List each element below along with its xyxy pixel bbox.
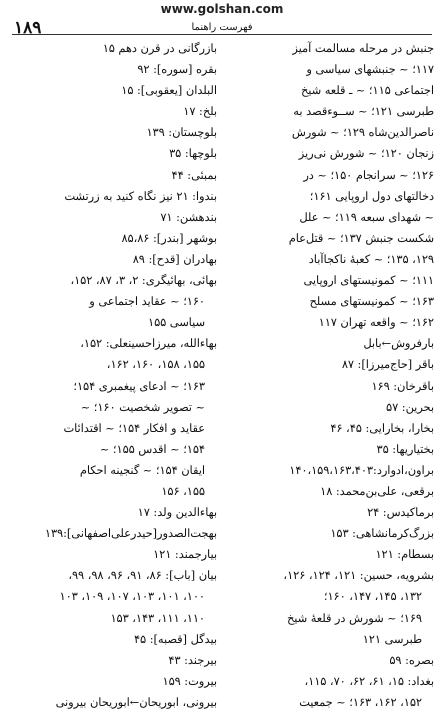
index-entry-line: ۱۶۲؛ ~ واقعه تهران ۱۱۷ — [318, 316, 434, 330]
index-entry-line: بزرگ‌کرمانشاهی: ۱۵۳ — [330, 527, 434, 541]
index-entry-line: ۱۵۴؛ ~ اقدس ۱۵۵؛ ~ — [99, 442, 205, 456]
index-entry-line: زنجان ۱۲۰؛ ~ شورش نی‌ریز — [298, 147, 434, 161]
index-entry-line: بقره [سوره]: ۹۲ — [137, 63, 217, 77]
index-column-right — [227, 38, 434, 720]
index-entry-line: ۱۱۰، ۱۱۱، ۱۴۳، ۱۵۳ — [110, 611, 205, 625]
index-entry-line: بشرویه، حسین: ۱۲۱، ۱۲۴، ۱۲۶، — [283, 569, 434, 583]
index-entry-line: ایقان ۱۵۴؛ ~ گنجینه احکام — [79, 463, 205, 477]
index-entry-line: ۱۵۲، ۱۶۲، ۱۶۳؛ ~ جمعیت — [299, 695, 422, 709]
header-rule — [12, 34, 432, 35]
index-entry-line: ناصرالدین‌شاه ۱۲۹؛ ~ شورش — [291, 126, 434, 140]
index-entry-line: طبرسی ۱۲۱ — [362, 632, 422, 646]
index-entry-line: البلدان [یعقوبی]: ۱۵ — [121, 84, 217, 98]
index-entry-line: اجتماعی ۱۱۵؛ ~ ـ قلعه شیخ — [300, 84, 434, 98]
index-entry-line: ۱۵۵، ۱۵۸، ۱۶۰، ۱۶۲، — [106, 358, 205, 372]
index-entry-line: سیاسی ۱۵۵ — [148, 316, 205, 330]
index-entry-line: بختیاریها: ۳۵ — [376, 442, 434, 456]
index-entry-line: باقر [حاج‌میرزا]: ۸۷ — [341, 358, 434, 372]
index-entry-line: ۱۵۵، ۱۵۶ — [161, 484, 205, 498]
index-entry-line: بسطام: ۱۲۱ — [375, 548, 434, 562]
index-entry-line: بمبئی: ۴۴ — [171, 168, 217, 182]
index-entry-line: ~ شهدای سبعه ۱۱۹؛ ~ علل — [299, 210, 434, 224]
index-entry-line: بهادران [قدح]: ۸۹ — [132, 252, 217, 266]
index-entry-line: دخالتهای دول اروپایی ۱۶۱؛ — [309, 189, 434, 203]
index-entry-line: بلخ: ۱۷ — [183, 105, 217, 119]
index-entry-line: بیان [باب]: ۸۶، ۹۱، ۹۶، ۹۸، ۹۹، — [68, 569, 217, 583]
index-entry-line: بلوچها: ۳۵ — [169, 147, 217, 161]
index-entry-line: برقعی، علی‌بن‌محمد: ۱۸ — [320, 484, 434, 498]
index-entry-line: ۱۲۶؛ ~ سرانجام ۱۵۰؛ ~ در — [303, 168, 434, 182]
index-column-left — [10, 38, 217, 720]
index-entry-line: بیدگل [قصبه]: ۴۵ — [133, 632, 217, 646]
index-entry-line: ۱۱۱؛ ~ کمونیستهای اروپایی — [303, 274, 434, 288]
index-entry-line: بهائی، بهائیگری: ۲، ۳، ۸۷، ۱۵۲، — [70, 274, 217, 288]
index-entry-line: بیرجند: ۴۳ — [168, 653, 217, 667]
index-entry-line: طبرسی ۱۲۱؛ ~ ســوءقصد به — [293, 105, 434, 119]
index-entry-line: براون،ادوارد:۱۴۰،۱۵۹،۱۶۳،۴۰۳ — [289, 463, 434, 477]
index-entry-line: ۱۳۲، ۱۴۵، ۱۴۷، ۱۶۰؛ — [323, 590, 422, 604]
index-entry-line: بصره: ۵۹ — [389, 653, 434, 667]
source-url: www.golshan.com — [160, 2, 284, 16]
index-entry-line: بیارجمند: ۱۲۱ — [153, 548, 217, 562]
index-entry-line: بهاءالدین ولد: ۱۷ — [137, 506, 217, 520]
index-entry-line: شکست جنبش ۱۳۷؛ ~ قتل‌عام — [288, 231, 434, 245]
index-entry-line: بارفروش←بابل — [363, 337, 434, 351]
index-entry-line: بیرونی، ابوریحان←ابوریحان بیرونی — [55, 695, 217, 709]
index-entry-line: بهجت‌الصدور[حیدرعلی‌اصفهانی]:۱۳۹ — [44, 527, 217, 541]
index-entry-line: بیروت: ۱۵۹ — [162, 674, 217, 688]
index-entry-line: بندهشن: ۷۱ — [160, 210, 217, 224]
index-entry-line: ۱۰۰، ۱۰۱، ۱۰۳، ۱۰۷، ۱۰۹، ۱۰۳ — [59, 590, 205, 604]
index-columns — [10, 38, 434, 720]
index-entry-line: ۱۶۳؛ ~ کمونیستهای مسلح — [309, 295, 434, 309]
index-entry-line: بوشهر [بندر]: ۸۵،۸۶ — [121, 231, 217, 245]
running-head: فهرست راهنما — [191, 22, 253, 33]
index-entry-line: ۱۱۷؛ ~ جنبشهای سیاسی و — [306, 63, 434, 77]
index-entry-line: باقرخان: ۱۶۹ — [371, 379, 434, 393]
index-entry-line: جنبش در مرحله مسالمت آمیز — [292, 42, 434, 55]
index-entry-line: بندوا: ۲۱ نیز نگاه کنید به زرتشت — [64, 189, 217, 203]
index-entry-line: برماکیدس: ۲۴ — [367, 506, 434, 520]
index-entry-line: عقاید و افکار ۱۵۴؛ ~ اقتدائات — [63, 421, 205, 435]
index-entry-line: بغداد: ۱۵، ۶۱، ۶۲، ۷۰، ۱۱۵، — [304, 674, 434, 688]
index-entry-line: بهاءالله، میرزاحسینعلی: ۱۵۲، — [80, 337, 217, 351]
index-entry-line: بحرین: ۵۷ — [386, 400, 434, 414]
index-entry-line: ۱۲۹، ۱۳۵؛ ~ کعبهٔ ناکجاآباد — [308, 252, 434, 266]
index-entry-line: بخارا، بخارایی: ۴۵، ۴۶ — [330, 421, 434, 435]
page-number: ۱۸۹ — [14, 18, 42, 38]
index-entry-line: ~ تصویر شخصیت ۱۶۰؛ ~ — [80, 400, 205, 414]
index-entry-line: بلوچستان: ۱۳۹ — [146, 126, 217, 140]
index-entry-line: ۱۶۹؛ ~ شورش در قلعهٔ شیخ — [286, 611, 422, 625]
index-entry-line: ۱۶۳؛ ~ ادعای پیغمبری ۱۵۴؛ — [73, 379, 205, 393]
index-entry-line: ۱۶۰؛ ~ عقاید اجتماعی و — [89, 295, 205, 309]
index-entry-line: بازرگانی در قرن دهم ۱۵ — [102, 42, 217, 55]
